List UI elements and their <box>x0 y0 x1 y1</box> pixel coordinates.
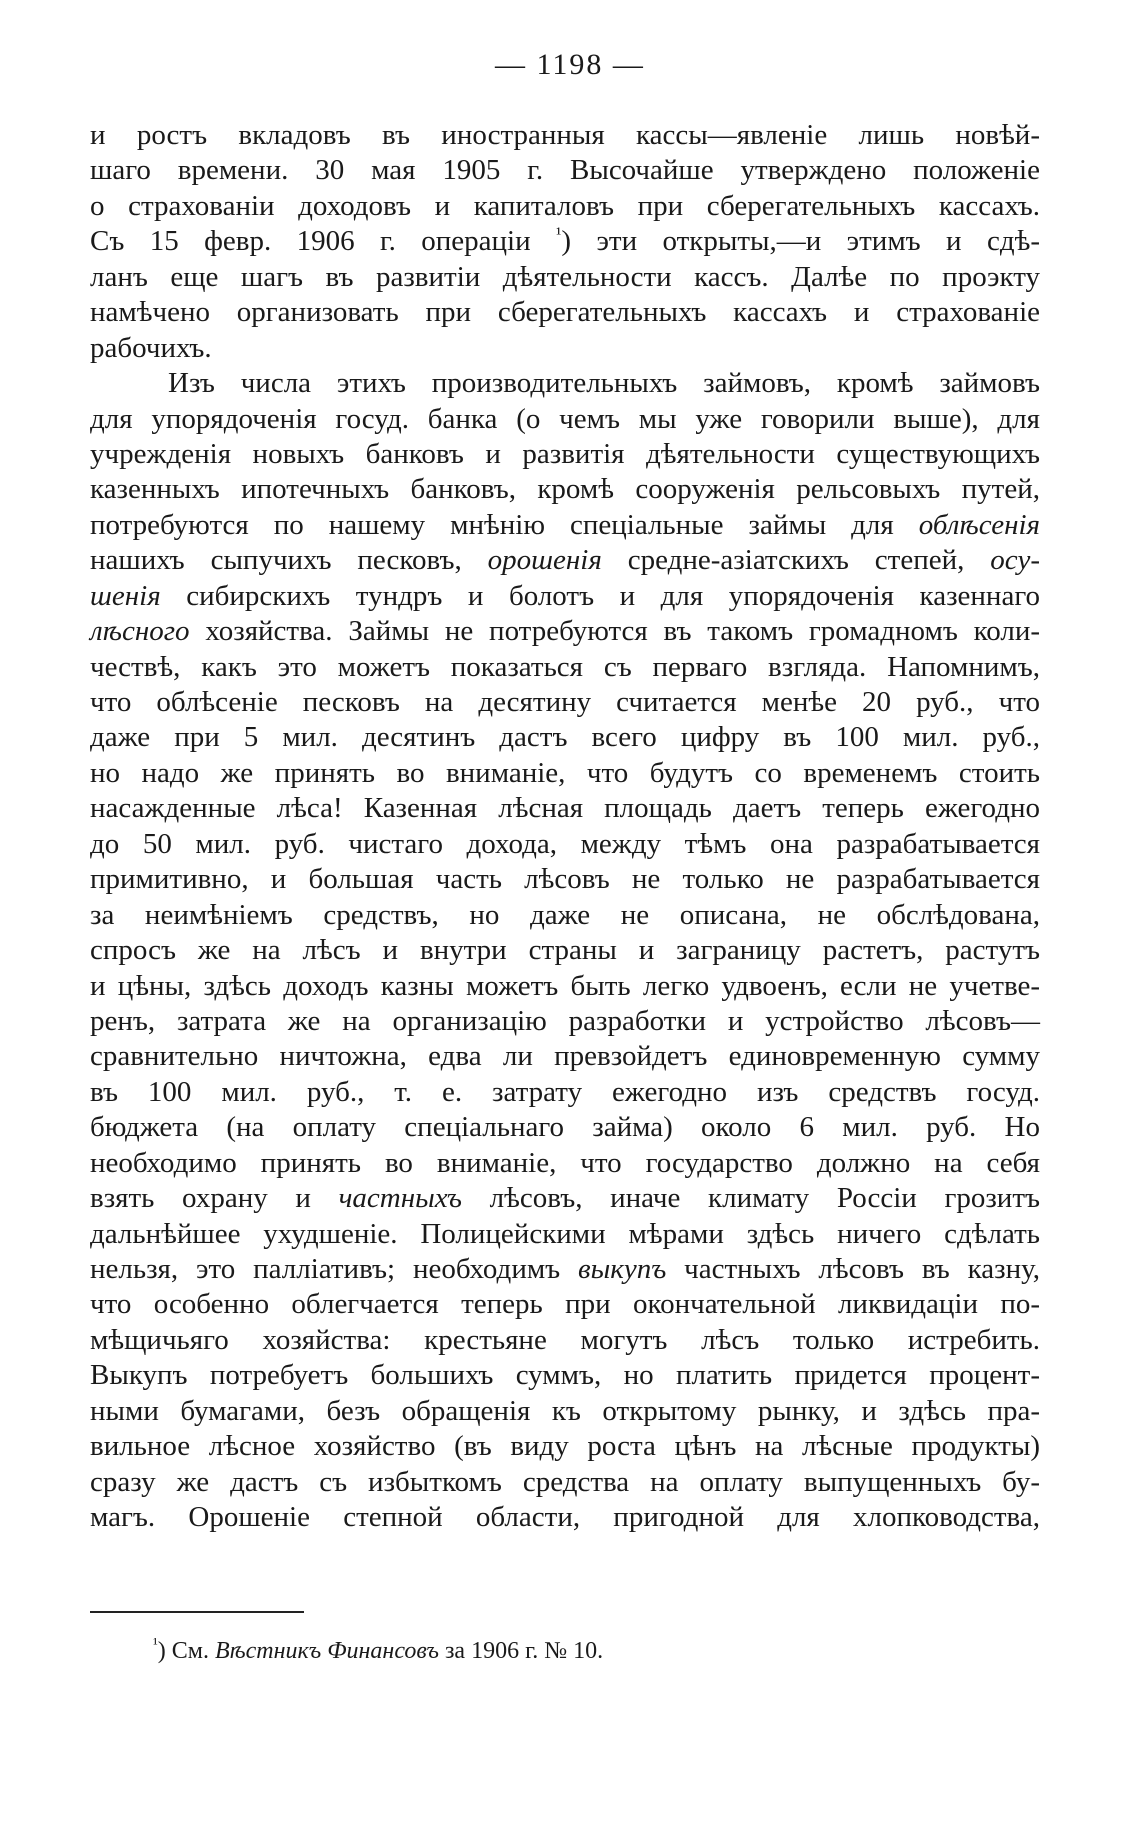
text-line: насажденные лѣса! Казенная лѣсная площадь даетъ теперь ежегодно <box>90 792 1040 825</box>
page-number: — 1198 — <box>495 48 645 81</box>
text-line: взять охрану и частныхъ лѣсовъ, иначе климату Россіи грозитъ <box>90 1182 1040 1215</box>
text-line: но надо же принять во вниманіе, что будутъ со временемъ стоить <box>90 756 1040 789</box>
text-line: даже при 5 мил. десятинъ дастъ всего цифру въ 100 мил. руб., <box>90 721 1040 754</box>
emphasis: частныхъ <box>338 1182 462 1215</box>
text-line: до 50 мил. руб. чистаго дохода, между тѣмъ она разрабатывается <box>90 827 1040 860</box>
footnote-reference: ¹ <box>556 223 562 244</box>
text-line: чествѣ, какъ это можетъ показаться съ перваго взгляда. Напомнимъ, <box>90 650 1040 683</box>
emphasis: лѣсного <box>90 615 190 648</box>
text-line: бюджета (на оплату спеціальнаго займа) около 6 мил. руб. Но <box>90 1111 1040 1144</box>
emphasis: облѣсенія <box>918 508 1040 541</box>
cited-work-title: Вѣстникъ Финансовъ <box>214 1638 439 1664</box>
text-line: спросъ же на лѣсъ и внутри страны и заграницу растетъ, растутъ <box>90 934 1040 967</box>
emphasis: шенія <box>90 579 161 612</box>
text-line: Выкупъ потребуетъ большихъ суммъ, но платить придется процент- <box>90 1359 1040 1392</box>
text-line: сразу же дастъ съ избыткомъ средства на оплату выпущенныхъ бу- <box>90 1465 1040 1498</box>
text-line: сравнительно ничтожна, едва ли превзойдетъ единовременную сумму <box>90 1040 1040 1073</box>
footnote-divider <box>90 1611 304 1613</box>
text-line: мѣщичьяго хозяйства: крестьяне могутъ лѣсъ только истребить. <box>90 1323 1040 1356</box>
footnote: $^{^1}$) См. Вѣстникъ Финансовъ за 1906 г. № 10. <box>153 1636 604 1664</box>
text-line: что особенно облегчается теперь при окончательной ликвидаціи по- <box>90 1288 1040 1321</box>
text-line: ренъ, затрата же на организацію разработки и устройство лѣсовъ— <box>90 1004 1040 1037</box>
text-line: и цѣны, здѣсь доходъ казны можетъ быть легко удвоенъ, если не учетве- <box>90 969 1040 1002</box>
text-line: и ростъ вкладовъ въ иностранныя кассы—явленіе лишь новѣй- <box>90 119 1040 151</box>
text-line: шаго времени. 30 мая 1905 г. Высочайше утверждено положеніе <box>90 154 1040 187</box>
text-line: ными бумагами, безъ обращенія къ открытому рынку, и здѣсь пра- <box>90 1394 1040 1427</box>
text-line: нельзя, это палліативъ; необходимъ выкупъ частныхъ лѣсовъ въ казну, <box>90 1253 1040 1285</box>
emphasis: выкупъ <box>578 1253 667 1285</box>
footnote-marker: ¹ <box>153 1636 158 1653</box>
text-line: въ 100 мил. руб., т. е. затрату ежегодно изъ средствъ госуд. <box>90 1075 1040 1108</box>
text-line: Съ 15 февр. 1906 г. операціи $^{^1}$) эти открыты,—и этимъ и сдѣ- <box>90 223 1040 258</box>
text-line: нашихъ сыпучихъ песковъ, орошенія средне-азіатскихъ степей, осу- <box>90 544 1040 577</box>
text-line: лѣсного хозяйства. Займы не потребуются въ такомъ громадномъ коли- <box>90 615 1040 648</box>
text-line: потребуются по нашему мнѣнію спеціальные займы для облѣсенія <box>90 508 1040 541</box>
text-line: примитивно, и большая часть лѣсовъ не только не разрабатывается <box>90 863 1040 896</box>
text-line: о страхованіи доходовъ и капиталовъ при сберегательныхъ кассахъ. <box>90 189 1040 222</box>
text-line: вильное лѣсное хозяйство (въ виду роста цѣнъ на лѣсные продукты) <box>90 1430 1040 1463</box>
text-line: ланъ еще шагъ въ развитіи дѣятельности кассъ. Далѣе по проэкту <box>90 260 1040 293</box>
text-line: рабочихъ. <box>90 331 212 364</box>
body-text <box>90 118 1040 1536</box>
text-line: учрежденія новыхъ банковъ и развитія дѣятельности существующихъ <box>90 437 1040 470</box>
text-line: для упорядоченія госуд. банка (о чемъ мы уже говорили выше), для <box>90 402 1040 435</box>
text-line: намѣчено организовать при сберегательныхъ кассахъ и страхованіе <box>90 296 1040 329</box>
text-line: необходимо принять во вниманіе, что государство должно на себя <box>90 1146 1040 1179</box>
text-line: за неимѣніемъ средствъ, но даже не описана, не обслѣдована, <box>90 898 1040 931</box>
paragraph-start: Изъ числа этихъ производительныхъ займовъ, кромѣ займовъ <box>168 367 1040 400</box>
text-line: казенныхъ ипотечныхъ банковъ, кромѣ сооруженія рельсовыхъ путей, <box>90 473 1040 506</box>
text-line: дальнѣйшее ухудшеніе. Полицейскими мѣрами здѣсь ничего сдѣлать <box>90 1217 1040 1250</box>
text-line: шенія сибирскихъ тундръ и болотъ и для упорядоченія казеннаго <box>90 579 1040 612</box>
emphasis: осу- <box>990 544 1040 577</box>
text-line: магъ. Орошеніе степной области, пригодной для хлопководства, <box>90 1501 1040 1534</box>
emphasis: орошенія <box>487 544 602 577</box>
text-line: что облѣсеніе песковъ на десятину считается менѣе 20 руб., что <box>90 686 1040 718</box>
